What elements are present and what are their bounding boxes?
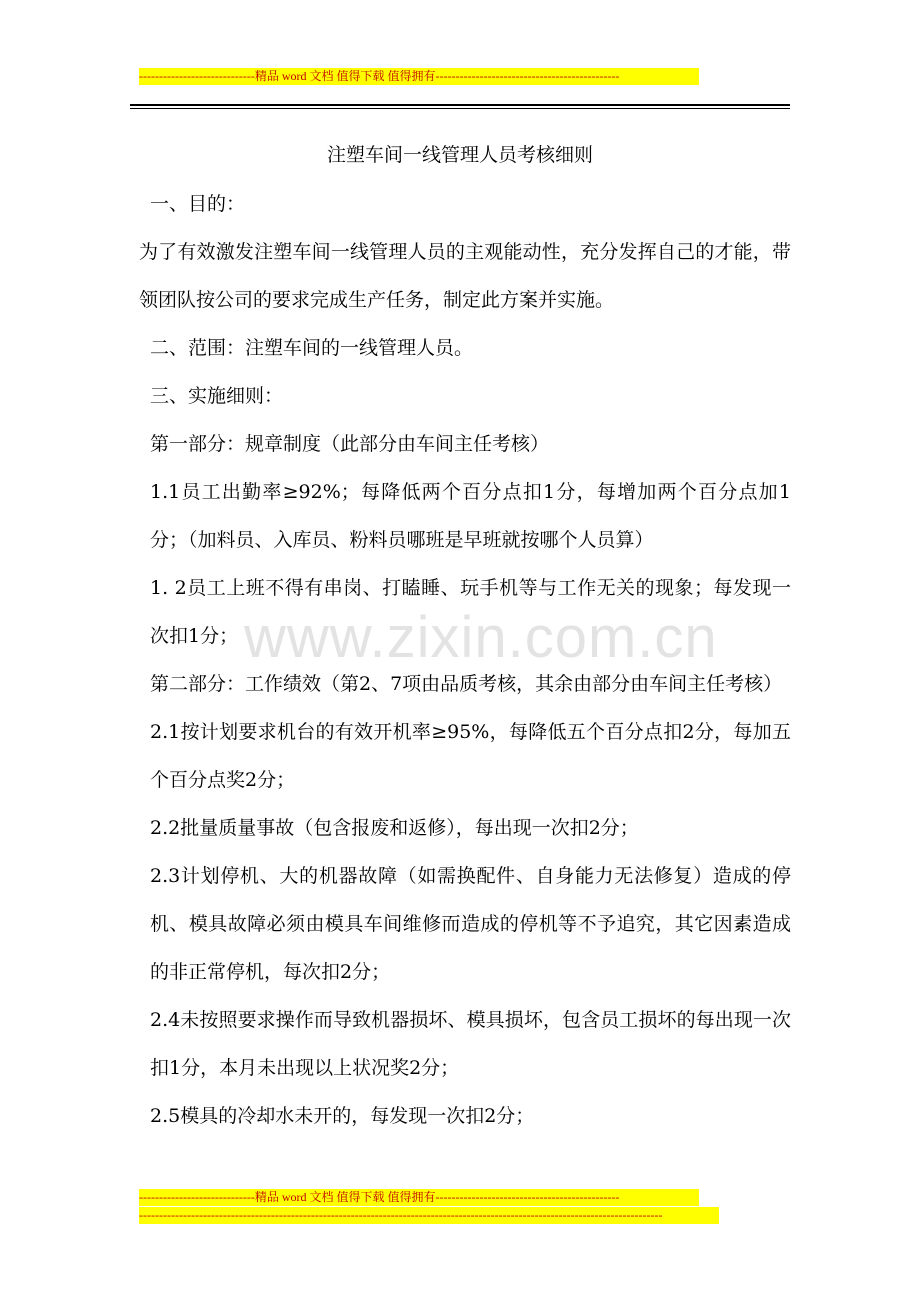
paragraph: 第一部分：规章制度（此部分由车间主任考核） (150, 433, 550, 455)
paragraph: 为了有效激发注塑车间一线管理人员的主观能动性，充分发挥自己的才能，带领团队按公司的要求完成生产任务，制定此方案并实施。 (139, 241, 791, 311)
watermark: www.zixin.com.cn (244, 605, 718, 670)
document-title: 注塑车间一线管理人员考核细则 (326, 144, 593, 166)
header-rule-thin (130, 108, 790, 109)
paragraph: 第二部分：工作绩效（第2、7项由品质考核，其余由部分由车间主任考核） (150, 673, 783, 695)
paragraph: 2.1按计划要求机台的有效开机率≥95%，每降低五个百分点扣2分，每加五个百分点奖2分； (150, 721, 791, 791)
header-banner: -----------------------------精品 word 文档 值得下载 值得拥有---------------------------------------------- (139, 68, 699, 85)
paragraph: 三、实施细则： (150, 385, 284, 407)
paragraph: 2.2批量质量事故（包含报废和返修），每出现一次扣2分； (150, 817, 639, 839)
paragraph: 2.5模具的冷却水未开的，每发现一次扣2分； (150, 1105, 535, 1127)
paragraph: 2.3计划停机、大的机器故障（如需换配件、自身能力无法修复）造成的停机、模具故障必须由模具车间维修而造成的停机等不予追究，其它因素造成的非正常停机，每次扣2分； (150, 865, 791, 983)
paragraph: 1. 2员工上班不得有串岗、打瞌睡、玩手机等与工作无关的现象；每发现一次扣1分； (150, 577, 791, 647)
paragraph: 1.1员工出勤率≥92%；每降低两个百分点扣1分，每增加两个百分点加1分；（加料员、入库员、粉料员哪班是早班就按哪个人员算） (150, 481, 791, 551)
footer-banner-dashes: ----------------------------------------------------------------------------------------------------------------------------------- (139, 1207, 719, 1224)
paragraph: 二、范围：注塑车间的一线管理人员。 (150, 337, 474, 359)
paragraph: 一、目的： (150, 193, 246, 215)
paragraph: 2.4未按照要求操作而导致机器损坏、模具损坏，包含员工损坏的每出现一次扣1分，本月未出现以上状况奖2分； (150, 1009, 791, 1079)
document-body (139, 180, 791, 1140)
footer-banner: -----------------------------精品 word 文档 值得下载 值得拥有---------------------------------------------- (139, 1189, 699, 1206)
header-rule-thick (130, 104, 790, 106)
